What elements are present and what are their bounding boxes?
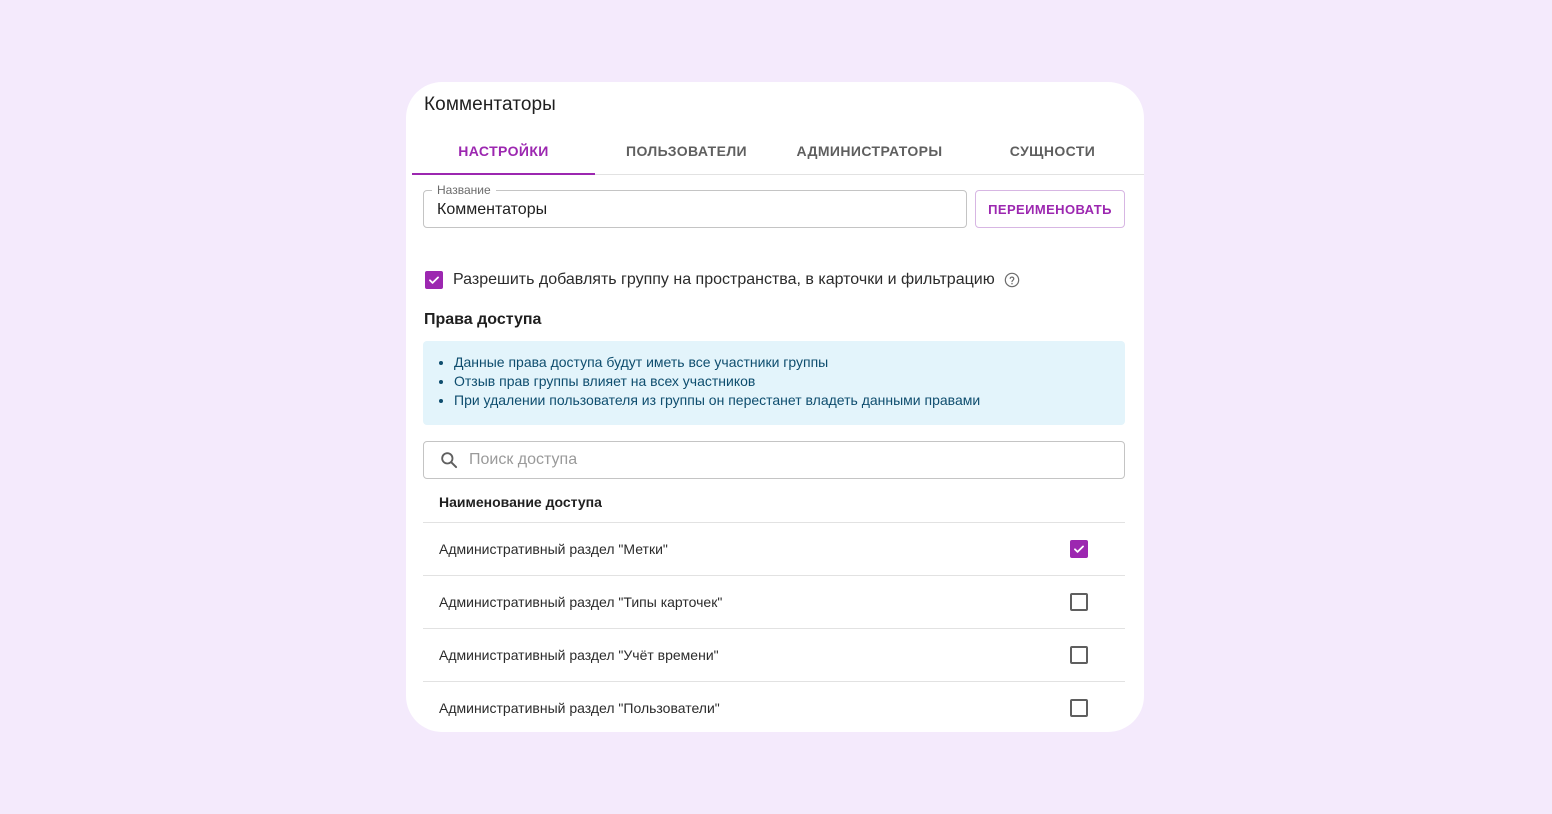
info-item: • Данные права доступа будут иметь все участники группы	[454, 353, 1111, 372]
allow-add-group-checkbox[interactable]	[425, 271, 443, 289]
tab-settings[interactable]: НАСТРОЙКИ	[412, 128, 595, 174]
table-row	[423, 682, 1125, 732]
access-search-field[interactable]	[423, 441, 1125, 479]
access-row-label: Административный раздел "Типы карточек"	[439, 594, 723, 610]
page-title: Комментаторы	[424, 94, 556, 115]
name-input-value[interactable]: Комментаторы	[437, 201, 548, 218]
access-row-checkbox[interactable]	[1070, 593, 1088, 611]
access-column-header: Наименование доступа	[423, 482, 1125, 523]
table-row	[423, 523, 1125, 576]
info-item: • При удалении пользователя из группы он перестанет владеть данными правами	[454, 391, 1111, 410]
access-row-checkbox[interactable]	[1070, 699, 1088, 717]
tab-entities[interactable]: СУЩНОСТИ	[1009, 143, 1096, 159]
search-icon	[439, 450, 459, 470]
name-input-label: Название	[432, 183, 496, 197]
info-item: • Отзыв прав группы влияет на всех участников	[454, 372, 1111, 391]
access-info-list	[437, 353, 1111, 410]
group-settings-card	[406, 82, 1144, 732]
access-info-box	[423, 341, 1125, 425]
name-input[interactable]	[423, 183, 967, 228]
access-row-checkbox[interactable]	[1070, 540, 1088, 558]
access-search-input[interactable]	[467, 450, 1071, 470]
access-table	[423, 482, 1125, 732]
tab-users[interactable]: ПОЛЬЗОВАТЕЛИ	[625, 143, 748, 159]
allow-add-group-label: Разрешить добавлять группу на пространства, в карточки и фильтрацию	[453, 271, 995, 288]
tab-bar	[412, 128, 1144, 175]
access-row-label: Административный раздел "Пользователи"	[439, 700, 720, 716]
access-row-label: Административный раздел "Учёт времени"	[439, 647, 719, 663]
access-row-checkbox[interactable]	[1070, 646, 1088, 664]
access-rights-title: Права доступа	[424, 311, 542, 328]
help-icon[interactable]	[1004, 272, 1020, 288]
table-row	[423, 629, 1125, 682]
allow-add-group-option	[425, 270, 1020, 290]
tab-administrators[interactable]: АДМИНИСТРАТОРЫ	[796, 143, 943, 159]
table-row	[423, 576, 1125, 629]
check-icon	[427, 273, 441, 287]
access-row-label: Административный раздел "Метки"	[439, 541, 668, 557]
rename-button[interactable]: ПЕРЕИМЕНОВАТЬ	[975, 190, 1125, 228]
check-icon	[1072, 542, 1086, 556]
